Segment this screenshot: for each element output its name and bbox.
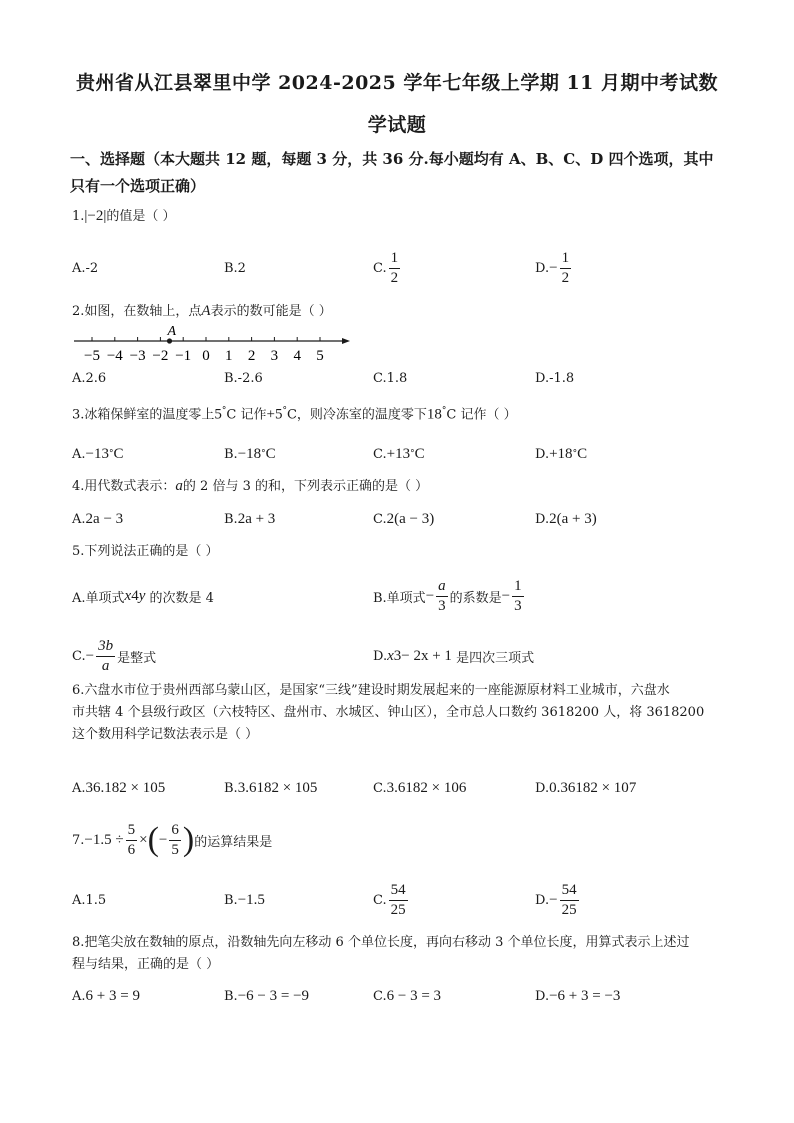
q7-option-c[interactable]: C. $\frac{54}{25}$ [373,881,406,918]
q6-option-d[interactable]: D. 0.36182 × 10 7 [535,779,637,796]
question-3-options [72,438,732,470]
q1-option-a[interactable]: A.-2 [72,260,99,276]
question-8-stem: 8.把笔尖放在数轴的原点，沿数轴先向左移动 6 个单位长度，再向右移动 3 个单位长度，用算式表示上述过 程与结果，正确的是（ ） [72,935,690,972]
q7-option-b[interactable]: B. −1.5 [224,891,265,908]
exam-title-line1: 贵州省从江县翠里中学 2024-2025 学年七年级上学期 11 月期中考试数 [75,72,719,94]
q6-option-a[interactable]: A. 36.182 × 10 5 [72,779,166,796]
q4-option-a[interactable]: A. 2a − 3 [72,510,124,527]
number-line-tick-label: 3 [270,348,279,364]
q1-option-d[interactable]: D. − $\frac{1}{2}$ [535,249,570,286]
number-line-point-a [167,338,172,343]
q2-option-d[interactable]: D.-1.8 [535,370,575,386]
question-8-options [72,980,732,1012]
number-line-tick-label: −1 [175,348,192,364]
q7-option-d[interactable]: D. − $\frac{54}{25}$ [535,881,577,918]
number-line-tick-label: 2 [247,348,256,364]
question-5-options-row1 [72,577,732,614]
q1-option-c-fraction: $\frac{1}{2}$ [390,249,399,286]
exam-title-line2: 学试题 [367,114,427,136]
q7-option-a[interactable]: A.1.5 [72,892,107,908]
q2-option-c[interactable]: C.1.8 [373,370,408,386]
q3-option-b[interactable]: B. −18 ° C [224,445,276,462]
q4-option-d[interactable]: D. 2(a + 3) [535,510,597,527]
question-7-options [72,880,732,920]
question-7-stem: 7. −1.5 ÷ $\frac{5}{6}$ × ( − $\frac{6}{5}$ ) 的运算结果是 [72,821,273,858]
number-line-tick-label: −5 [84,348,100,364]
q8-option-c[interactable]: C. 6 − 3 = 3 [373,987,442,1004]
number-line-point-label: A [167,324,177,339]
question-1-stem: 1.|−2|的值是（ ） [72,208,176,224]
question-2-options [72,362,732,394]
q1-option-b[interactable]: B.2 [224,260,246,276]
q5-option-b[interactable]: B.单项式 − $\frac{a}{3}$ 的系数是 − $\frac{1}{3}$ [373,577,522,614]
number-line-arrow [342,338,350,344]
section-heading [70,146,730,200]
q6-option-c[interactable]: C. 3.6182 × 10 6 [373,779,467,796]
number-line-figure [72,322,352,364]
q8-option-b[interactable]: B. −6 − 3 = −9 [224,987,310,1004]
q5-option-d[interactable]: D. x 3 − 2x + 1 是四次三项式 [373,647,535,666]
question-6-stem: 6.六盘水市位于贵州西部乌蒙山区，是国家“三线”建设时期发展起来的一座能源原材料工业城市，六盘水 市共辖 4 个县级行政区（六枝特区、盘州市、水城区、钟山区），全市总人口数约 3618200 人，将 3618200 这个数用科学记数法表示是（ ） [72,683,705,742]
q3-option-c[interactable]: C. +13 ° C [373,445,425,462]
question-4-options [72,503,732,535]
number-line-tick-label: −2 [152,348,169,364]
question-4-stem: 4.用代数式表示：a的 2 倍与 3 的和，下列表示正确的是（ ） [72,478,429,494]
number-line-tick-label: −4 [106,348,123,364]
q2-option-a[interactable]: A.2.6 [72,370,107,386]
q8-option-a[interactable]: A. 6 + 3 = 9 [72,987,140,1004]
q6-option-b[interactable]: B. 3.6182 × 10 5 [224,779,318,796]
q5-option-a[interactable]: A.单项式 x 4 y 的次数是 4 [72,587,214,606]
question-6-options [72,772,732,804]
number-line-tick-label: 5 [316,348,324,364]
number-line-tick-label: −3 [129,348,146,364]
q5-option-c[interactable]: C. − $\frac{3b}{a}$ 是整式 [72,637,157,674]
q3-option-a[interactable]: A. −13 ° C [72,445,124,462]
section-heading-line2: 只有一个选项正确） [70,177,206,195]
q4-option-c[interactable]: C. 2(a − 3) [373,510,435,527]
question-5-stem: 5.下列说法正确的是（ ） [72,544,219,559]
q1-expression: |−2| [84,208,107,224]
q1-option-d-fraction: $\frac{1}{2}$ [561,249,570,286]
question-5-options-row2 [72,637,732,674]
question-2-stem: 2.如图，在数轴上，点A表示的数可能是（ ） [72,303,332,319]
number-line-tick-label: 0 [202,348,210,364]
q4-option-b[interactable]: B. 2a + 3 [224,510,276,527]
q1-option-c[interactable]: C. $\frac{1}{2}$ [373,249,399,286]
question-3-stem: 3.冰箱保鲜室的温度零上5°C 记作+5°C，则冷冻室的温度零下18°C 记作（ ） [72,406,517,423]
section-heading-line1: 一、选择题（本大题共 12 题，每题 3 分，共 36 分.每小题均有 A、B、C、D 四个选项，其中 [70,150,714,168]
q2-option-b[interactable]: B.-2.6 [224,370,263,386]
question-1-options [72,249,732,286]
number-line-tick-label: 1 [225,348,233,364]
q3-option-d[interactable]: D. +18 ° C [535,445,588,462]
number-line-tick-label: 4 [293,348,301,364]
q8-option-d[interactable]: D. −6 + 3 = −3 [535,987,621,1004]
